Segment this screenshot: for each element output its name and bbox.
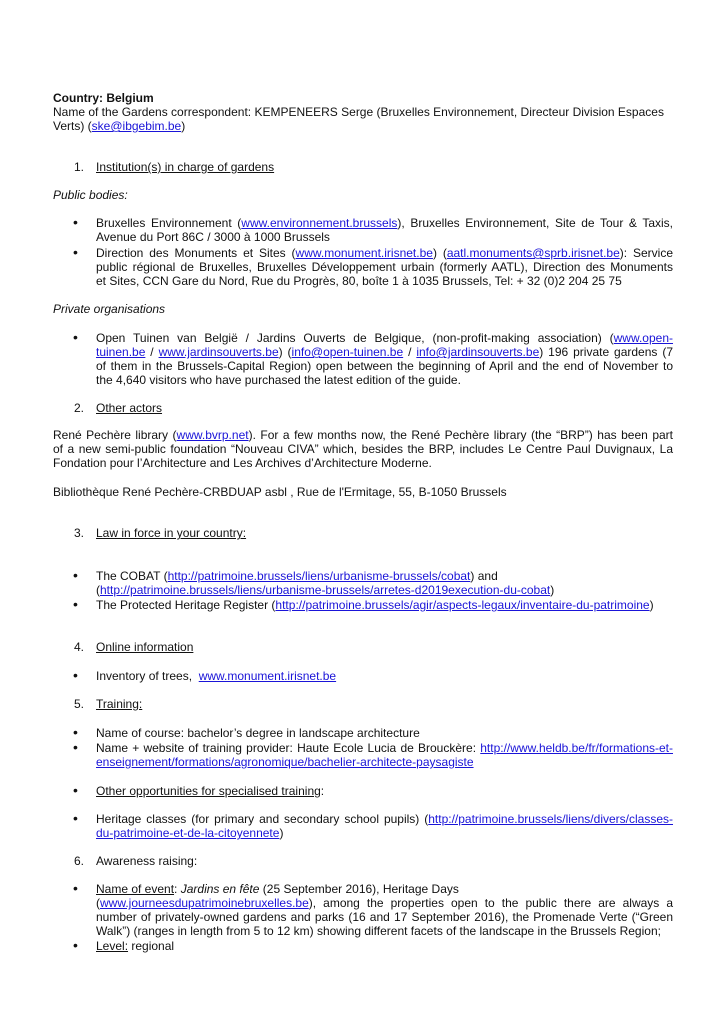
section-4-number: 4.: [74, 640, 85, 654]
text-line: [96, 331, 673, 345]
correspondent-close: ): [181, 119, 186, 133]
text-line: [96, 939, 673, 953]
text: Jardins en fête: [180, 882, 260, 896]
section-5-number: 5.: [74, 697, 85, 711]
text: Inventory of trees,: [96, 669, 199, 683]
text-line: Name of course: bachelor’s degree in landscape architecture: [96, 726, 420, 740]
text: René Pechère library (: [53, 428, 177, 442]
jardinsouverts-link[interactable]: www.jardinsouverts.be: [158, 345, 279, 359]
cobat-arretes-link[interactable]: http://patrimoine.brussels/liens/urbanisme-brussels/arretes-d2019execution-du-cobat: [100, 583, 551, 597]
text-line: [96, 583, 673, 597]
bullet: •: [73, 596, 78, 612]
text: Level:: [96, 939, 129, 953]
awareness-event: [96, 882, 673, 938]
text: ) 196 private gardens (7: [539, 345, 673, 359]
text-line: the 4,640 visitors who have purchased the latest edition of the guide.: [96, 373, 461, 387]
text-line: number of privately-owned gardens and parks (16 and 17 September 2016), the Promenade Verte (“Green: [96, 910, 673, 924]
text: ) (: [278, 345, 292, 359]
text: Name + website of training provider: Haute Ecole Lucia de Brouckère:: [96, 741, 481, 755]
text: ): [279, 826, 284, 840]
inventory-link[interactable]: www.monument.irisnet.be: [198, 669, 337, 683]
text-line: [96, 812, 673, 826]
text: (: [96, 896, 100, 910]
text: ): [649, 598, 654, 612]
section-3-number: 3.: [74, 526, 85, 540]
open-tuinen-link[interactable]: www.open-: [613, 331, 673, 345]
private-orgs-heading: Private organisations: [53, 302, 166, 316]
bvrp-paragraph: [53, 428, 673, 470]
text-line: [96, 784, 673, 798]
text: ). For a few months now, the René Pechère library (the “BRP”) has been part: [248, 428, 674, 442]
bullet: •: [73, 667, 78, 683]
text-line: Fondation pour l’Architecture and Les Archives d’Architecture Moderne.: [53, 456, 432, 470]
law-heritage-register: [96, 598, 673, 612]
text: Bruxelles Environnement (: [96, 216, 242, 230]
text: Open Tuinen van België / Jardins Ouverts de Belgique, (non-profit-making association) (: [96, 331, 614, 345]
bullet: •: [73, 724, 78, 740]
text-line: [53, 428, 673, 442]
heritage-classes: [96, 812, 673, 840]
text: Direction des Monuments et Sites (: [96, 246, 296, 260]
text-line: [96, 569, 673, 583]
law-cobat: [96, 569, 673, 597]
text-line: [96, 741, 673, 755]
text-line: [96, 246, 673, 260]
correspondent-line-2: [53, 119, 185, 133]
text-line: [96, 598, 673, 612]
correspondent-email-link[interactable]: ske@ibgebim.be: [91, 119, 182, 133]
other-training-heading: [96, 784, 673, 798]
section-1-number: 1.: [74, 160, 85, 174]
bullet: •: [73, 214, 78, 230]
text: :: [174, 882, 181, 896]
text-line: public régional de Bruxelles, Bruxelles Développement urbain (formerly AATL), Direction des Monuments: [96, 260, 673, 274]
bvrp-link[interactable]: www.bvrp.net: [176, 428, 249, 442]
journees-patrimoine-link[interactable]: www.journeesdupatrimoinebruxelles.be: [100, 896, 309, 910]
public-body-environnement: [96, 216, 673, 244]
bullet: •: [73, 880, 78, 896]
course-name: [96, 726, 673, 740]
text: Other opportunities for specialised training: [96, 784, 321, 798]
text: ) (: [432, 246, 447, 260]
text: The COBAT (: [96, 569, 168, 583]
text: :: [320, 784, 325, 798]
country-heading: Country: Belgium: [53, 91, 154, 105]
text: Heritage classes (for primary and secondary school pupils) (: [96, 812, 429, 826]
cobat-link[interactable]: http://patrimoine.brussels/liens/urbanisme-brussels/cobat: [167, 569, 471, 583]
section-5-title: Training:: [96, 697, 143, 711]
text: The Protected Heritage Register (: [96, 598, 276, 612]
text-line: Avenue du Port 86C / 3000 à 1000 Brussels: [96, 230, 330, 244]
bullet: •: [73, 937, 78, 953]
text: ), Bruxelles Environnement, Site de Tour & Taxis,: [397, 216, 674, 230]
text: (: [96, 583, 100, 597]
text: Name of event: [96, 882, 175, 896]
heldb-link-cont[interactable]: enseignement/formations/agronomique/bachelier-architecte-paysagiste: [96, 755, 474, 769]
bullet: •: [73, 810, 78, 826]
public-bodies-heading: Public bodies:: [53, 188, 128, 202]
heldb-link[interactable]: http://www.heldb.be/fr/formations-et-: [480, 741, 673, 755]
bullet: •: [73, 782, 78, 798]
public-body-monuments: [96, 246, 673, 288]
text-line: [96, 882, 673, 896]
awareness-level: [96, 939, 673, 953]
bibliotheque-address: Bibliothèque René Pechère-CRBDUAP asbl , Rue de l'Ermitage, 55, B-1050 Brussels: [53, 485, 507, 499]
monument-link[interactable]: www.monument.irisnet.be: [295, 246, 433, 260]
text: ), among the properties open to the public there are always a: [308, 896, 673, 910]
open-tuinen-email-link[interactable]: info@open-tuinen.be: [291, 345, 404, 359]
bullet: •: [73, 739, 78, 755]
jardinsouverts-email-link[interactable]: info@jardinsouverts.be: [416, 345, 540, 359]
text: /: [403, 345, 417, 359]
section-2-number: 2.: [74, 401, 85, 415]
text: ): [550, 583, 555, 597]
section-2-title: Other actors: [96, 401, 163, 415]
correspondent-cont: Verts) (: [53, 119, 92, 133]
section-6-number: 6.: [74, 854, 85, 868]
private-org-open-tuinen: [96, 331, 673, 387]
text: /: [145, 345, 159, 359]
online-inventory: [96, 669, 673, 683]
training-provider: [96, 741, 673, 769]
bullet: •: [73, 329, 78, 345]
section-6-title: Awareness raising:: [96, 854, 198, 868]
heritage-register-link[interactable]: http://patrimoine.brussels/agir/aspects-legaux/inventaire-du-patrimoine: [275, 598, 650, 612]
heritage-classes-link-cont[interactable]: du-patrimoine-et-de-la-citoyennete: [96, 826, 280, 840]
text-line: of a new semi-public foundation “Nouveau CIVA” which, besides the BRP, includes Le Centre Paul Duvignaux, La: [53, 442, 673, 456]
text-line: [96, 755, 673, 769]
section-3-title: Law in force in your country:: [96, 526, 247, 540]
text-line: [96, 896, 673, 910]
open-tuinen-link-cont[interactable]: tuinen.be: [96, 345, 146, 359]
section-1-title: Institution(s) in charge of gardens: [96, 160, 275, 174]
aatl-email-link[interactable]: aatl.monuments@sprb.irisnet.be: [446, 246, 620, 260]
correspondent-line: Name of the Gardens correspondent: KEMPENEERS Serge (Bruxelles Environnement, Directeur Division Espaces: [53, 105, 664, 119]
text-line: [96, 345, 673, 359]
heritage-classes-link[interactable]: http://patrimoine.brussels/liens/divers/classes-: [428, 812, 673, 826]
text-line: [96, 216, 673, 230]
text-line: of them in the Brussels-Capital Region) open between the beginning of April and the end of November to: [96, 359, 673, 373]
text: (25 September 2016), Heritage Days: [259, 882, 459, 896]
bullet: •: [73, 567, 78, 583]
text-line: Walk”) (ranges in length from 5 to 12 km) showing different facets of the landscape in the Brussels Region;: [96, 924, 661, 938]
section-4-title: Online information: [96, 640, 194, 654]
bullet: •: [73, 244, 78, 260]
text: regional: [128, 939, 175, 953]
text: ) and: [470, 569, 498, 583]
text-line: [96, 669, 673, 683]
text-line: et Sites, CCN Gare du Nord, Rue du Progrès, 80, boîte 1 à 1035 Brussels, Tel: + 32 (0)2 204 25 75: [96, 274, 622, 288]
text-line: [96, 826, 673, 840]
text: ): Service: [619, 246, 674, 260]
environnement-link[interactable]: www.environnement.brussels: [241, 216, 398, 230]
